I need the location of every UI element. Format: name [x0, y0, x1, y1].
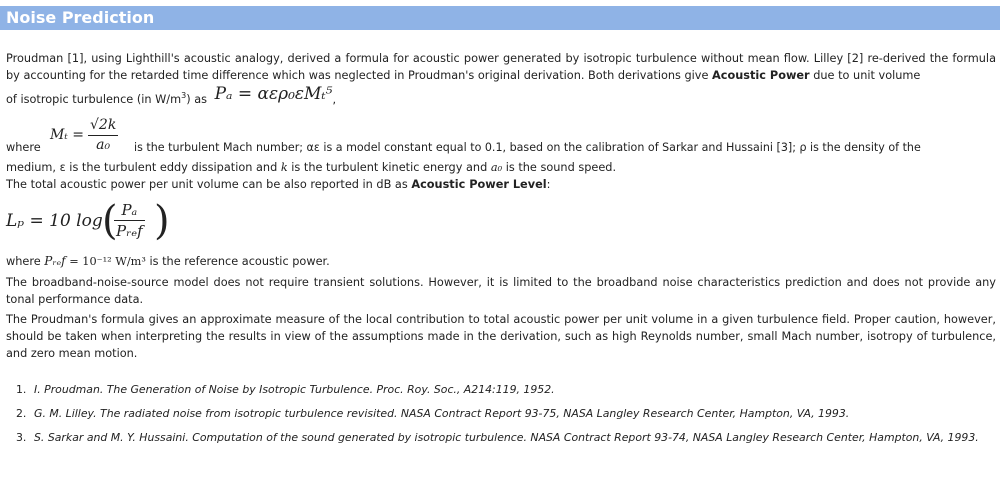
- reference-item: 3. S. Sarkar and M. Y. Hussaini. Computation of the sound generated by isotropic turbulence. NASA Contract Report 93-74, NASA Langley Research Center, Hampton, VA, 1993.: [16, 431, 979, 444]
- section-header: [0, 6, 1000, 30]
- formula-mach-lhs: Mₜ =: [50, 127, 84, 143]
- formula-acoustic-power: Pₐ = αερ₀εMₜ⁵: [214, 83, 333, 104]
- paragraph-mach-cont: medium, ε is the turbulent eddy dissipation and k is the turbulent kinetic energy and a₀ is the sound speed.: [6, 161, 617, 174]
- paragraph-intro-line3: of isotropic turbulence (in $W/m^3$) as Pₐ = αερ₀εMₜ⁵,: [6, 83, 337, 106]
- where-label: where: [6, 141, 41, 154]
- formula-mach-fraction: $\frac{√2k}{\text{a₀}}$: [90, 117, 117, 153]
- paragraph-power-level: The total acoustic power per unit volume can be also reported in dB as Acoustic Power Level:: [6, 178, 551, 191]
- reference-item: 2. G. M. Lilley. The radiated noise from isotropic turbulence revisited. NASA Contract Report 93-75, NASA Langley Research Center, Hampton, VA, 1993.: [16, 407, 850, 420]
- reference-list: [6, 382, 996, 445]
- term-acoustic-power-level: Acoustic Power Level: [411, 178, 547, 191]
- term-acoustic-power: Acoustic Power: [712, 69, 810, 82]
- paragraph-pref: where Pᵣₑf = 10⁻¹² W/m³ is the reference acoustic power.: [6, 254, 330, 268]
- paragraph-broadband: The broadband-noise-source model does not require transient solutions. However, it is limited to the broadband noise characteristics prediction and does not provide any tonal performance data.: [6, 276, 996, 306]
- paragraph-caution: The Proudman's formula gives an approximate measure of the local contribution to total acoustic power per unit volume in a given turbulence field. Proper caution, however, should be taken when interpreting the results in view of the assumptions made in the derivation, such as high Reynolds number, small Mach number, isotropy of turbulence, and zero mean motion.: [6, 313, 996, 360]
- paragraph-intro: Proudman [1], using Lighthill's acoustic analogy, derived a formula for acoustic power generated by isotropic turbulence without mean flow. Lilley [2] re-derived the formula by accounting for the retarded time difference which was neglected in Proudman's original derivation. Both derivations give Acoustic Power due to unit volume: [6, 52, 996, 82]
- paragraph-mach: where Mₜ = $\frac{√2k}{\text{a₀}}$ is the turbulent Mach number; αε is a model constant equal to 0.1, based on the calibration of Sarkar and Hussaini [3]; ρ is the density of the: [6, 117, 921, 154]
- formula-power-level: Lₚ = 10 log ( Pₐ Pᵣₑf ): [6, 198, 170, 244]
- section-title: Noise Prediction: [6, 8, 155, 27]
- article-body: [6, 50, 996, 445]
- reference-item: 1. I. Proudman. The Generation of Noise by Isotropic Turbulence. Proc. Roy. Soc., A214:119, 1952.: [16, 383, 555, 396]
